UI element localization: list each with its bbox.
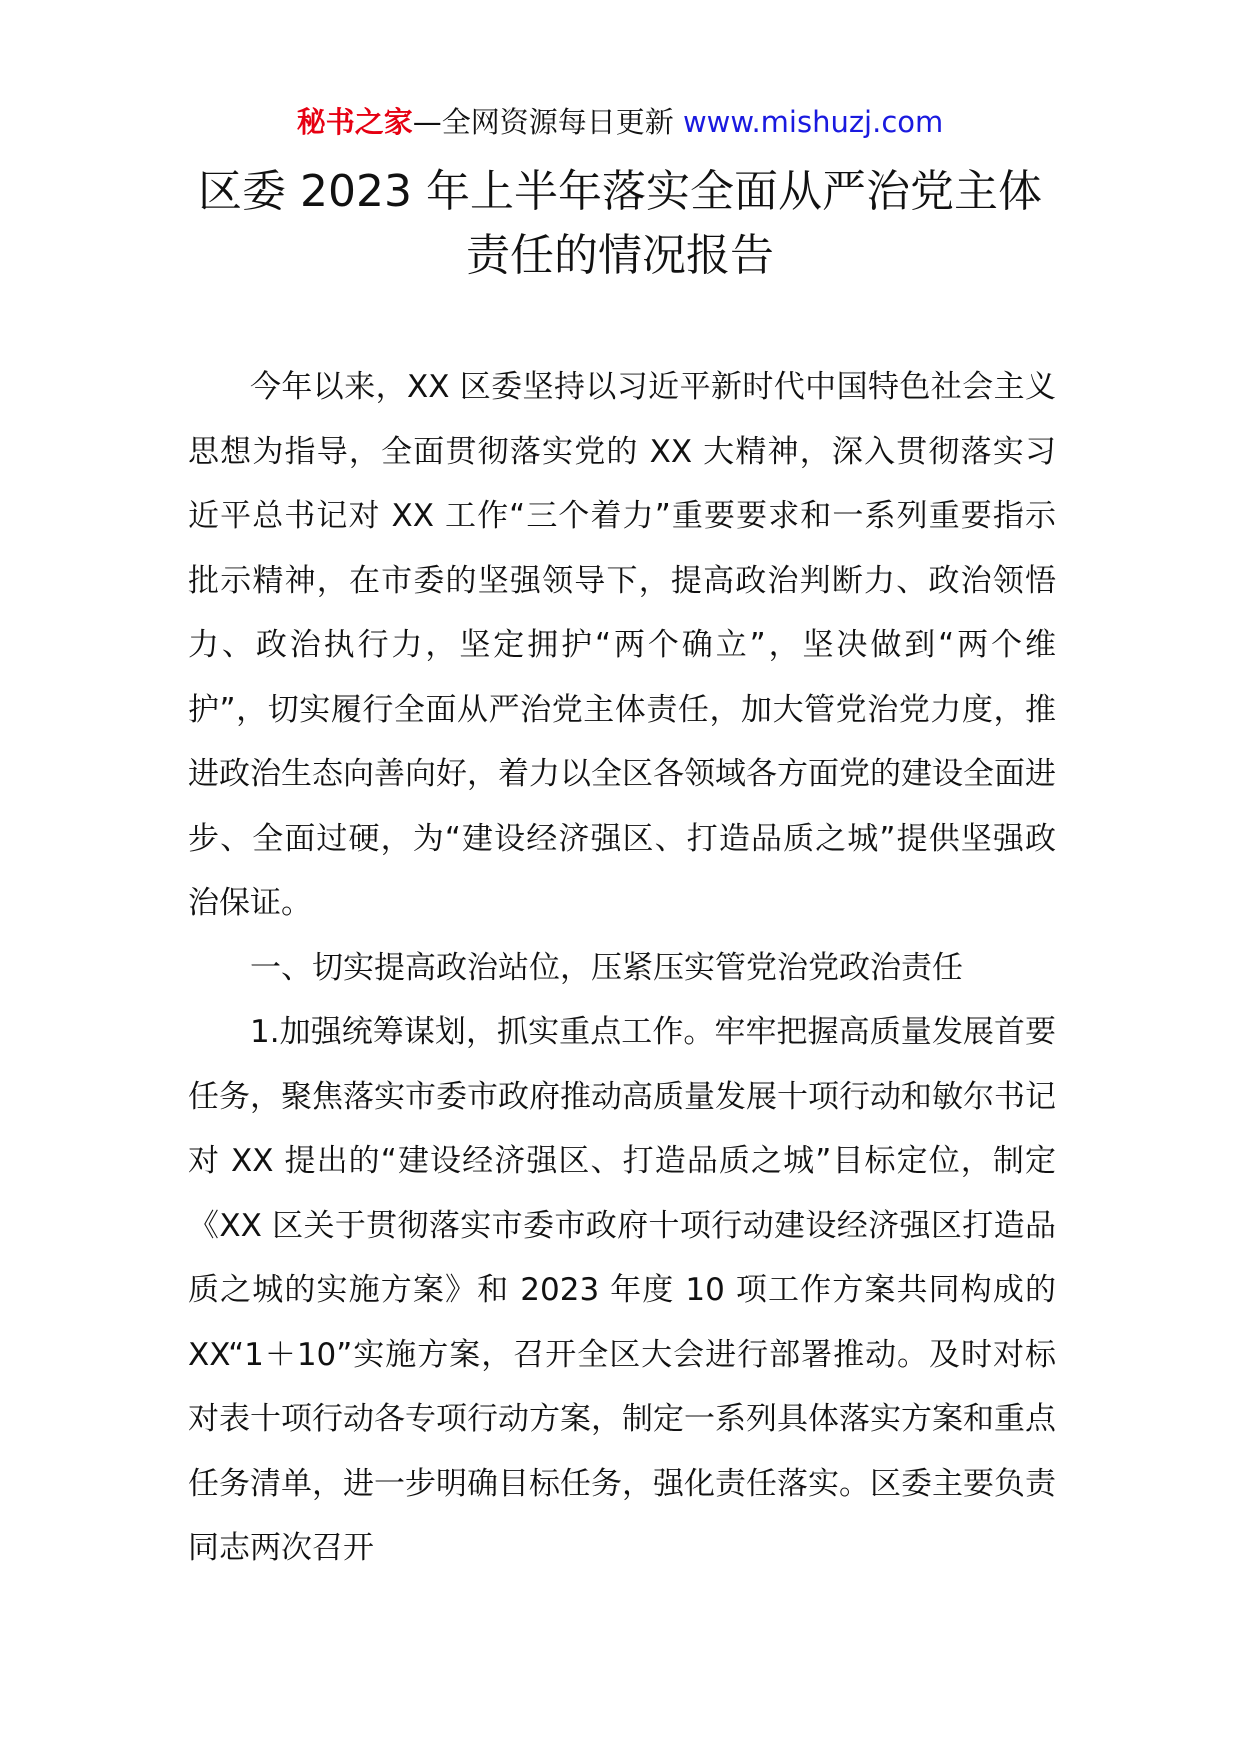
document-title-line-2: 责任的情况报告 xyxy=(466,230,774,281)
site-url-link[interactable]: www.mishuzj.com xyxy=(682,105,944,139)
body-paragraph: 1.加强统筹谋划，抓实重点工作。牢牢把握高质量发展首要任务，聚焦落实市委市政府推动高质量发展十项行动和敏尔书记对 XX 提出的“建设经济强区、打造品质之城”目标定位，制定《XX 区关于贯彻落实市委市政府十项行动建设经济强区打造品质之城的实施方案》和 2023 年度 10 项工作方案共同构成的 XX“1＋10”实施方案，召开全区大会进行部署推动。及时对标对表十项行动各专项行动方案，制定一系列具体落实方案和重点任务清单，进一步明确目标任务，强化责任落实。区委主要负责同志两次召开 xyxy=(188,1014,1056,1566)
header-slogan: —全网资源每日更新 xyxy=(412,105,674,139)
section-heading: 一、切实提高政治站位，压紧压实管党治党政治责任 xyxy=(250,949,963,986)
site-header xyxy=(0,100,1240,144)
intro-paragraph: 今年以来，XX 区委坚持以习近平新时代中国特色社会主义思想为指导，全面贯彻落实党的 XX 大精神，深入贯彻落实习近平总书记对 XX 工作“三个着力”重要要求和一系列重要指示批示精神，在市委的坚强领导下，提高政治判断力、政治领悟力、政治执行力，坚定拥护“两个确立”，坚决做到“两个维护”，切实履行全面从严治党主体责任，加大管党治党力度，推进政治生态向善向好，着力以全区各领域各方面党的建设全面进步、全面过硬，为“建设经济强区、打造品质之城”提供坚强政治保证。 xyxy=(188,369,1056,921)
document-title xyxy=(150,160,1090,288)
brand-name: 秘书之家 xyxy=(296,105,413,139)
document-title-line-1: 区委 2023 年上半年落实全面从严治党主体 xyxy=(198,166,1042,217)
document-body xyxy=(188,355,1056,1581)
